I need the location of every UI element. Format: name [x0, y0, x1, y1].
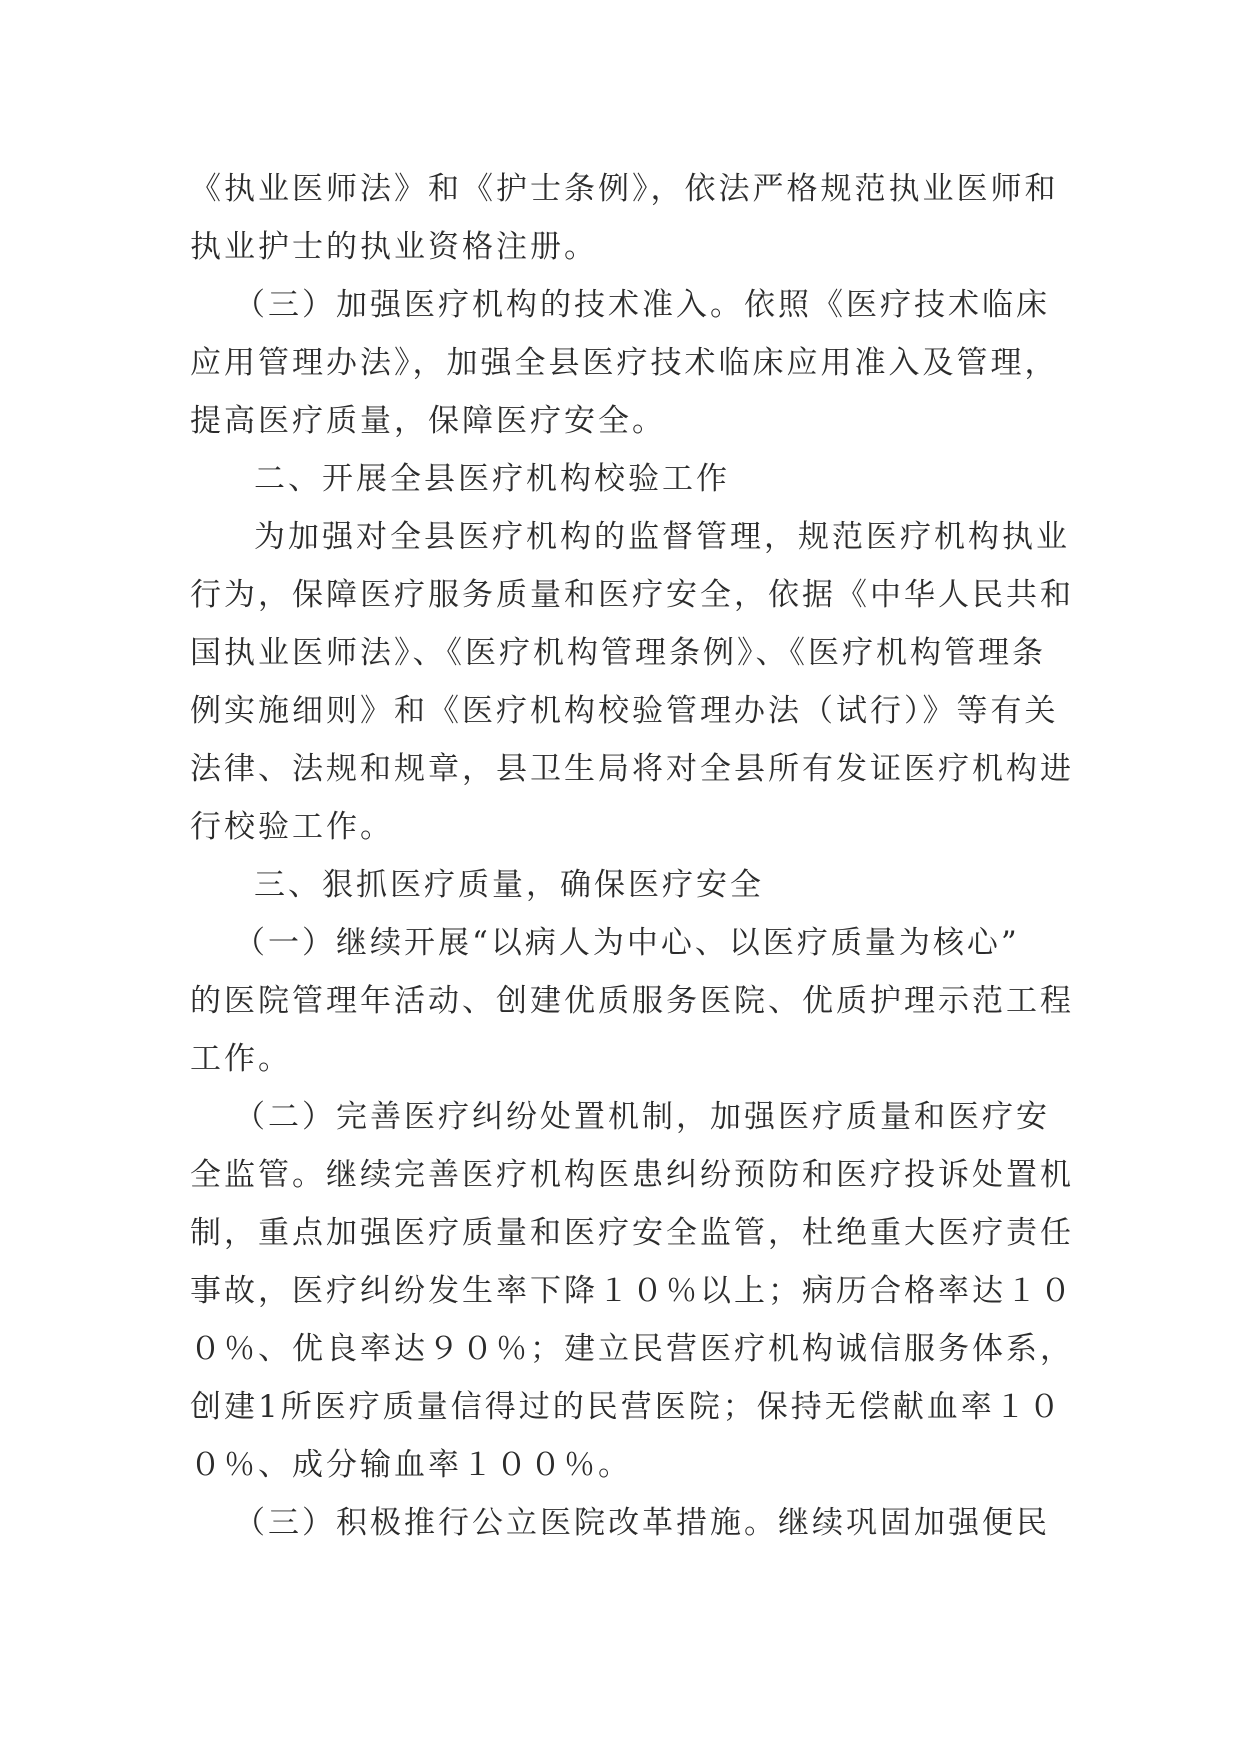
text-line: 国执业医师法》、《医疗机构管理条例》、《医疗机构管理条: [190, 635, 1046, 671]
text-line: 制，重点加强医疗质量和医疗安全监管，杜绝重大医疗责任: [190, 1215, 1074, 1251]
text-line: 工作。: [190, 1041, 292, 1077]
text-line: 例实施细则》和《医疗机构校验管理办法（试行）》等有关: [190, 693, 1059, 729]
section-heading: 二、开展全县医疗机构校验工作: [254, 461, 730, 497]
section-heading: 三、狠抓医疗质量，确保医疗安全: [254, 867, 764, 903]
text-line: （二）完善医疗纠纷处置机制，加强医疗质量和医疗安: [234, 1099, 1050, 1135]
text-line: 全监管。继续完善医疗机构医患纠纷预防和医疗投诉处置机: [190, 1157, 1074, 1193]
document-body: [190, 160, 1074, 1552]
text-line: （三）积极推行公立医院改革措施。继续巩固加强便民: [234, 1505, 1050, 1541]
text-line: ０％、成分输血率１００％。: [190, 1447, 632, 1483]
text-line: 《执业医师法》和《护士条例》，依法严格规范执业医师和: [190, 171, 1059, 207]
text-line: 法律、法规和规章，县卫生局将对全县所有发证医疗机构进: [190, 751, 1074, 787]
text-line: 应用管理办法》，加强全县医疗技术临床应用准入及管理，: [190, 345, 1059, 381]
text-line: 的医院管理年活动、创建优质服务医院、优质护理示范工程: [190, 983, 1074, 1019]
text-line: 创建1所医疗质量信得过的民营医院；保持无偿献血率１０: [190, 1389, 1063, 1425]
text-line: 事故，医疗纠纷发生率下降１０％以上；病历合格率达１０: [190, 1273, 1074, 1309]
text-line: 行校验工作。: [190, 809, 394, 845]
text-line: ０％、优良率达９０％；建立民营医疗机构诚信服务体系，: [190, 1331, 1074, 1367]
text-line: （三）加强医疗机构的技术准入。依照《医疗技术临床: [234, 287, 1050, 323]
text-line: 行为，保障医疗服务质量和医疗安全，依据《中华人民共和: [190, 577, 1074, 613]
text-line: 为加强对全县医疗机构的监督管理，规范医疗机构执业: [254, 519, 1070, 555]
text-line: 提高医疗质量，保障医疗安全。: [190, 403, 666, 439]
text-line: 执业护士的执业资格注册。: [190, 229, 598, 265]
text-line: （一）继续开展“以病人为中心、以医疗质量为核心”: [234, 925, 1020, 961]
